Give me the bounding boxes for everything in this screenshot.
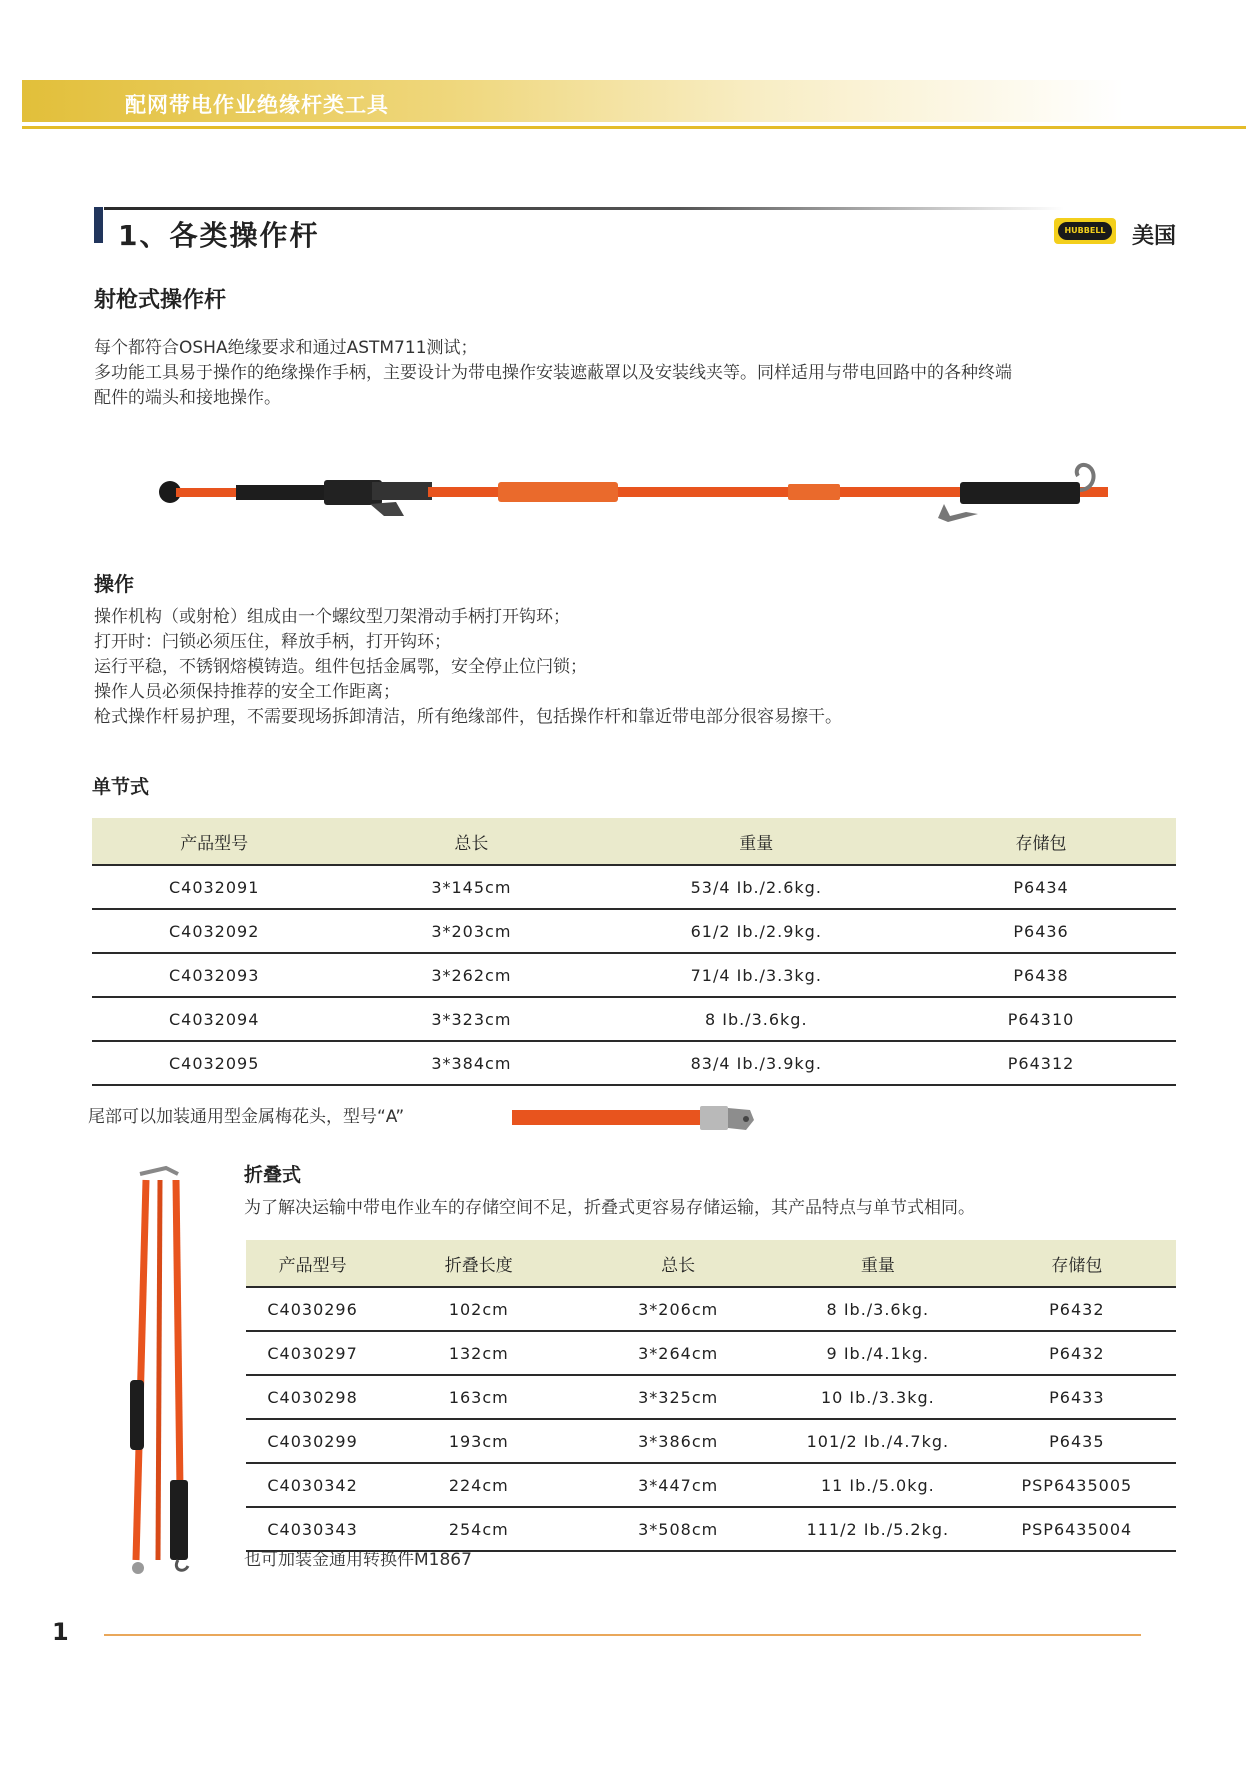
cell-length: 3*264cm xyxy=(578,1331,778,1375)
pole-collar xyxy=(788,484,840,500)
table-header-row xyxy=(92,818,1176,865)
single-spec-table xyxy=(92,818,1176,1086)
cell-folded-length: 102cm xyxy=(379,1287,578,1331)
cell-bag: P6432 xyxy=(978,1287,1176,1331)
folding-stick-image xyxy=(118,1160,218,1580)
cell-model: C4032092 xyxy=(92,909,336,953)
cell-weight: 61/2 Ib./2.9kg. xyxy=(606,909,906,953)
folding-spec-table xyxy=(246,1240,1176,1552)
product-title: 射枪式操作杆 xyxy=(94,288,227,313)
table-row xyxy=(246,1375,1176,1419)
col-bag: 存储包 xyxy=(906,818,1176,865)
banner-title: 配网带电作业绝缘杆类工具 xyxy=(125,93,389,117)
operation-line: 枪式操作杆易护理，不需要现场拆卸清洁，所有绝缘部件，包括操作杆和靠近带电部分很容易擦干。 xyxy=(94,707,842,727)
col-model: 产品型号 xyxy=(92,818,336,865)
desc-line: 配件的端头和接地操作。 xyxy=(94,388,281,408)
table-header-row xyxy=(246,1240,1176,1287)
col-length: 总长 xyxy=(578,1240,778,1287)
cell-weight: 8 Ib./3.6kg. xyxy=(606,997,906,1041)
col-length: 总长 xyxy=(336,818,606,865)
cell-model: C4032093 xyxy=(92,953,336,997)
pole-coupler xyxy=(498,482,618,502)
table-row xyxy=(92,1041,1176,1085)
cell-model: C4030297 xyxy=(246,1331,379,1375)
cell-folded-length: 132cm xyxy=(379,1331,578,1375)
product-description xyxy=(94,336,1194,411)
grip xyxy=(236,485,328,500)
pole-leg xyxy=(136,1180,146,1560)
col-model: 产品型号 xyxy=(246,1240,379,1287)
cell-model: C4032095 xyxy=(92,1041,336,1085)
cell-model: C4030342 xyxy=(246,1463,379,1507)
cell-length: 3*447cm xyxy=(578,1463,778,1507)
cell-length: 3*386cm xyxy=(578,1419,778,1463)
operation-line: 操作人员必须保持推荐的安全工作距离； xyxy=(94,682,400,702)
cell-folded-length: 163cm xyxy=(379,1375,578,1419)
metal-jaw xyxy=(728,1108,754,1130)
cell-length: 3*508cm xyxy=(578,1507,778,1551)
operation-list xyxy=(94,605,1194,730)
cell-bag: P6436 xyxy=(906,909,1176,953)
pole-leg xyxy=(176,1180,180,1490)
cell-bag: P6434 xyxy=(906,865,1176,909)
operation-line: 运行平稳，不锈钢熔模铸造。组件包括金属鄂，安全停止位闩锁； xyxy=(94,657,587,677)
cell-bag: P64312 xyxy=(906,1041,1176,1085)
cell-length: 3*384cm xyxy=(336,1041,606,1085)
cell-weight: 83/4 Ib./3.9kg. xyxy=(606,1041,906,1085)
cell-weight: 111/2 Ib./5.2kg. xyxy=(778,1507,978,1551)
hook-latch xyxy=(938,504,978,522)
banner-underline xyxy=(22,126,1246,129)
table-row xyxy=(92,909,1176,953)
page-number: 1 xyxy=(52,1618,69,1646)
trigger-handle xyxy=(370,502,404,516)
brand-logo-text: HUBBELL xyxy=(1058,222,1112,240)
cell-length: 3*323cm xyxy=(336,997,606,1041)
cell-bag: P6435 xyxy=(978,1419,1176,1463)
cell-folded-length: 224cm xyxy=(379,1463,578,1507)
cell-model: C4030343 xyxy=(246,1507,379,1551)
col-folded-length: 折叠长度 xyxy=(379,1240,578,1287)
table-row xyxy=(246,1287,1176,1331)
cell-weight: 53/4 Ib./2.6kg. xyxy=(606,865,906,909)
folding-title: 折叠式 xyxy=(244,1164,302,1186)
shotgun-stick-image xyxy=(148,460,1128,540)
cell-length: 3*145cm xyxy=(336,865,606,909)
col-bag: 存储包 xyxy=(978,1240,1176,1287)
hook-icon xyxy=(176,1560,188,1570)
cell-weight: 71/4 Ib./3.3kg. xyxy=(606,953,906,997)
col-weight: 重量 xyxy=(778,1240,978,1287)
cell-bag: P6433 xyxy=(978,1375,1176,1419)
cell-length: 3*325cm xyxy=(578,1375,778,1419)
cell-model: C4032094 xyxy=(92,997,336,1041)
cell-bag: P6438 xyxy=(906,953,1176,997)
cell-length: 3*203cm xyxy=(336,909,606,953)
section-rule xyxy=(104,207,1064,210)
section-marker xyxy=(94,207,103,243)
country-label: 美国 xyxy=(1132,224,1177,249)
trigger-slide xyxy=(372,482,432,500)
cell-model: C4030299 xyxy=(246,1419,379,1463)
folding-description: 为了解决运输中带电作业车的存储空间不足，折叠式更容易存储运输，其产品特点与单节式相同。 xyxy=(244,1198,975,1218)
jaw-hole xyxy=(743,1116,749,1122)
operation-line: 打开时：闩锁必须压住，释放手柄，打开钩环； xyxy=(94,632,451,652)
fold-hinge xyxy=(140,1168,178,1174)
footer-rule xyxy=(104,1634,1141,1636)
cell-weight: 10 Ib./3.3kg. xyxy=(778,1375,978,1419)
cell-model: C4030298 xyxy=(246,1375,379,1419)
trigger-grip xyxy=(130,1380,144,1450)
pole-stub xyxy=(512,1110,702,1125)
folding-note: 也可加装金通用转换件M1867 xyxy=(244,1550,472,1570)
pole-leg xyxy=(158,1180,160,1560)
cell-weight: 101/2 Ib./4.7kg. xyxy=(778,1419,978,1463)
single-title: 单节式 xyxy=(92,776,150,798)
cell-bag: PSP6435005 xyxy=(978,1463,1176,1507)
cell-model: C4030296 xyxy=(246,1287,379,1331)
cell-length: 3*206cm xyxy=(578,1287,778,1331)
col-weight: 重量 xyxy=(606,818,906,865)
cell-model: C4032091 xyxy=(92,865,336,909)
hook-head-housing xyxy=(960,482,1080,504)
metal-head xyxy=(700,1106,728,1130)
cell-bag: P64310 xyxy=(906,997,1176,1041)
end-ring xyxy=(132,1562,144,1574)
desc-line: 每个都符合OSHA绝缘要求和通过ASTM711测试； xyxy=(94,338,478,358)
cell-folded-length: 254cm xyxy=(379,1507,578,1551)
cell-length: 3*262cm xyxy=(336,953,606,997)
desc-line: 多功能工具易于操作的绝缘操作手柄，主要设计为带电操作安装遮蔽罩以及安装线夹等。同样适用与带电回路中的各种终端 xyxy=(94,363,1012,383)
star-head-image xyxy=(510,1100,760,1136)
cell-bag: PSP6435004 xyxy=(978,1507,1176,1551)
cell-weight: 11 Ib./5.0kg. xyxy=(778,1463,978,1507)
table-row xyxy=(92,997,1176,1041)
table-row xyxy=(246,1331,1176,1375)
table-row xyxy=(92,953,1176,997)
section-title: 1、各类操作杆 xyxy=(118,219,320,252)
operation-title: 操作 xyxy=(94,572,134,596)
cell-bag: P6432 xyxy=(978,1331,1176,1375)
table-row xyxy=(246,1463,1176,1507)
cell-weight: 8 Ib./3.6kg. xyxy=(778,1287,978,1331)
table-row xyxy=(246,1419,1176,1463)
hook-housing xyxy=(170,1480,188,1560)
cell-folded-length: 193cm xyxy=(379,1419,578,1463)
operation-line: 操作机构（或射枪）组成由一个螺纹型刀架滑动手柄打开钩环； xyxy=(94,607,570,627)
cell-weight: 9 Ib./4.1kg. xyxy=(778,1331,978,1375)
tail-note: 尾部可以加装通用型金属梅花头，型号“A” xyxy=(88,1107,405,1127)
table-row xyxy=(246,1507,1176,1551)
table-row xyxy=(92,865,1176,909)
